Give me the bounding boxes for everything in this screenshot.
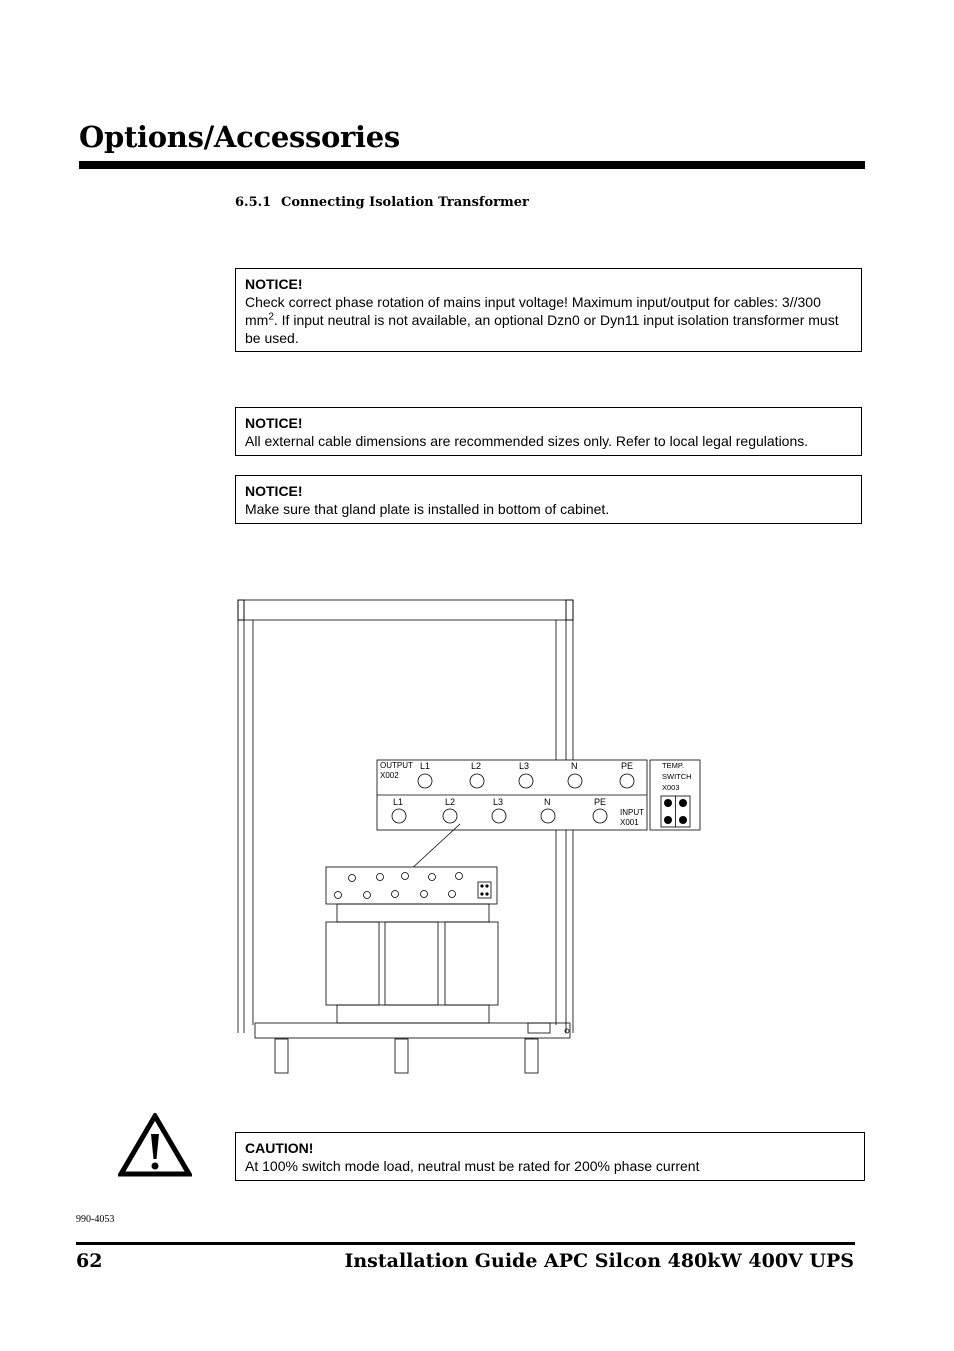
input-label: INPUT bbox=[620, 808, 644, 817]
caution-heading: CAUTION! bbox=[245, 1140, 314, 1156]
notice-box-phase-rotation bbox=[235, 268, 862, 352]
notice-box-gland-plate bbox=[235, 475, 862, 524]
cabinet-base bbox=[255, 1023, 570, 1038]
page-number: 62 bbox=[76, 1250, 103, 1272]
temp-switch-pin bbox=[679, 799, 687, 807]
cabinet-foot-left bbox=[275, 1039, 288, 1073]
cabinet-left-corner bbox=[238, 600, 244, 620]
footer-title: Installation Guide APC Silcon 480kW 400V UPS bbox=[344, 1250, 854, 1272]
temp-switch-panel bbox=[650, 760, 700, 830]
chapter-title: Options/Accessories bbox=[79, 120, 400, 154]
output-terminal-label: N bbox=[571, 761, 578, 771]
aux-pin bbox=[485, 892, 488, 895]
section-number: 6.5.1 bbox=[235, 195, 272, 210]
temp-switch-pin bbox=[664, 799, 672, 807]
title-rule bbox=[79, 161, 865, 169]
footer-rule bbox=[76, 1242, 855, 1245]
transformer-yoke-top bbox=[337, 904, 489, 922]
aux-pin bbox=[480, 884, 483, 887]
section-heading bbox=[235, 195, 529, 210]
input-terminal-label: L1 bbox=[393, 797, 404, 807]
notice-text: Make sure that gland plate is installed in bottom of cabinet. bbox=[245, 501, 610, 517]
cabinet-foot-right bbox=[525, 1039, 538, 1073]
notice-box-cable-dimensions bbox=[235, 407, 862, 456]
output-terminal-label: L2 bbox=[471, 761, 482, 771]
base-bolt bbox=[565, 1029, 569, 1033]
input-terminal-label: L2 bbox=[445, 797, 456, 807]
cabinet-top-rail bbox=[238, 600, 573, 620]
isolation-transformer-diagram bbox=[230, 595, 710, 1080]
notice-text: All external cable dimensions are recommended sizes only. Refer to local legal regulations. bbox=[245, 433, 809, 449]
temp-switch-label: SWITCH bbox=[662, 772, 692, 781]
transformer-coil bbox=[445, 922, 498, 1005]
output-label: OUTPUT bbox=[380, 761, 413, 770]
output-code: X002 bbox=[380, 771, 399, 780]
transformer-coil bbox=[385, 922, 438, 1005]
document-code: 990-4053 bbox=[76, 1214, 115, 1225]
transformer-yoke-bottom bbox=[337, 1005, 489, 1023]
aux-pin bbox=[485, 884, 488, 887]
notice-heading: NOTICE! bbox=[245, 415, 303, 431]
input-terminal-label: N bbox=[544, 797, 551, 807]
input-code: X001 bbox=[620, 818, 639, 827]
transformer-coil bbox=[326, 922, 379, 1005]
input-terminal-label: L3 bbox=[493, 797, 504, 807]
warning-triangle-icon bbox=[118, 1113, 192, 1177]
aux-pin bbox=[480, 892, 483, 895]
temp-switch-code: X003 bbox=[662, 783, 680, 792]
cabinet-right-corner bbox=[566, 600, 573, 620]
input-terminal-label: PE bbox=[594, 797, 607, 807]
notice-heading: NOTICE! bbox=[245, 483, 303, 499]
transformer-terminal-strip bbox=[326, 867, 497, 904]
output-terminal-label: L1 bbox=[420, 761, 431, 771]
caution-text: At 100% switch mode load, neutral must be rated for 200% phase current bbox=[245, 1158, 700, 1174]
temp-switch-pin bbox=[664, 816, 672, 824]
notice-heading: NOTICE! bbox=[245, 276, 303, 292]
section-title: Connecting Isolation Transformer bbox=[281, 195, 529, 210]
temp-switch-label: TEMP. bbox=[662, 761, 684, 770]
cabinet-base-plate bbox=[528, 1023, 550, 1033]
output-terminal-label: L3 bbox=[519, 761, 530, 771]
temp-switch-pin bbox=[679, 816, 687, 824]
notice-text: Check correct phase rotation of mains input voltage! Maximum input/output for cables: 3//300 $mm^2$. If input neutral is not available, an optional Dzn0 or Dyn11 input isolation transformer must be used. bbox=[245, 294, 839, 346]
output-terminal-label: PE bbox=[621, 761, 634, 771]
cabinet-foot-middle bbox=[395, 1039, 408, 1073]
caution-box bbox=[235, 1132, 865, 1181]
